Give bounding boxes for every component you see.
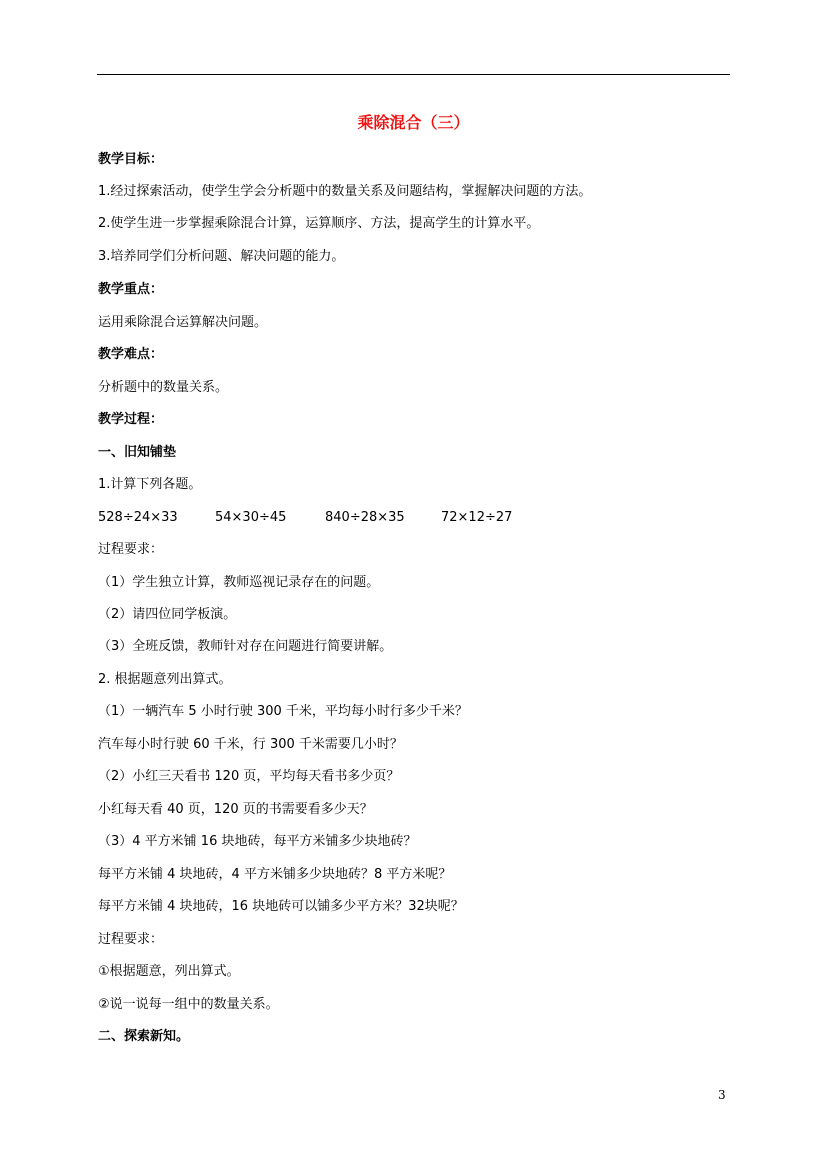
process-heading: 教学过程： [98, 412, 164, 427]
requirement2-item-2: ②说一说每一组中的数量关系。 [98, 997, 279, 1012]
word-problem-instruction: 2. 根据题意列出算式。 [98, 672, 232, 687]
key-point-heading: 教学重点： [98, 282, 164, 297]
calc-instruction: 1.计算下列各题。 [98, 477, 202, 492]
word-problem-1: （1）一辆汽车 5 小时行驶 300 千米，平均每小时行多少千米？ [98, 704, 468, 719]
word-problem-3: （2）小红三天看书 120 页，平均每天看书多少页？ [98, 769, 400, 784]
page-number: 3 [718, 1088, 726, 1102]
word-problem-6: 每平方米铺 4 块地砖，4 平方米铺多少块地砖？8 平方米呢？ [98, 867, 452, 882]
word-problem-2: 汽车每小时行驶 60 千米，行 300 千米需要几小时？ [98, 737, 403, 752]
word-problem-5: （3）4 平方米铺 16 块地砖，每平方米铺多少块地砖？ [98, 834, 417, 849]
document-title: 乘除混合（三） [357, 113, 470, 132]
requirement-item-3: （3）全班反馈，教师针对存在问题进行简要讲解。 [98, 639, 393, 654]
objective-item-1: 1.经过探索活动，使学生学会分析题中的数量关系及问题结构，掌握解决问题的方法。 [98, 184, 592, 199]
header-rule [97, 74, 730, 75]
difficulty-heading: 教学难点： [98, 347, 164, 362]
key-point-text: 运用乘除混合运算解决问题。 [98, 315, 268, 330]
section2-heading: 二、探索新知。 [98, 1029, 190, 1044]
requirement2-item-1: ①根据题意，列出算式。 [98, 964, 240, 979]
objective-item-2: 2.使学生进一步掌握乘除混合计算，运算顺序、方法，提高学生的计算水平。 [98, 216, 540, 231]
difficulty-text: 分析题中的数量关系。 [98, 380, 229, 395]
word-problem-4: 小红每天看 40 页，120 页的书需要看多少天？ [98, 802, 373, 817]
calc-expression-1: 528÷24×33 [98, 510, 178, 525]
section1-heading: 一、旧知铺垫 [98, 445, 177, 460]
objectives-heading: 教学目标： [98, 152, 164, 167]
requirement-item-1: （1）学生独立计算，教师巡视记录存在的问题。 [98, 575, 380, 590]
requirements2-label: 过程要求： [98, 932, 164, 947]
calc-expression-3: 840÷28×35 [325, 510, 405, 525]
requirements-label: 过程要求： [98, 542, 164, 557]
calc-expression-2: 54×30÷45 [215, 510, 287, 525]
objective-item-3: 3.培养同学们分析问题、解决问题的能力。 [98, 249, 345, 264]
requirement-item-2: （2）请四位同学板演。 [98, 607, 237, 622]
calc-expression-4: 72×12÷27 [441, 510, 513, 525]
word-problem-7: 每平方米铺 4 块地砖，16 块地砖可以铺多少平方米？32块呢？ [98, 899, 464, 914]
